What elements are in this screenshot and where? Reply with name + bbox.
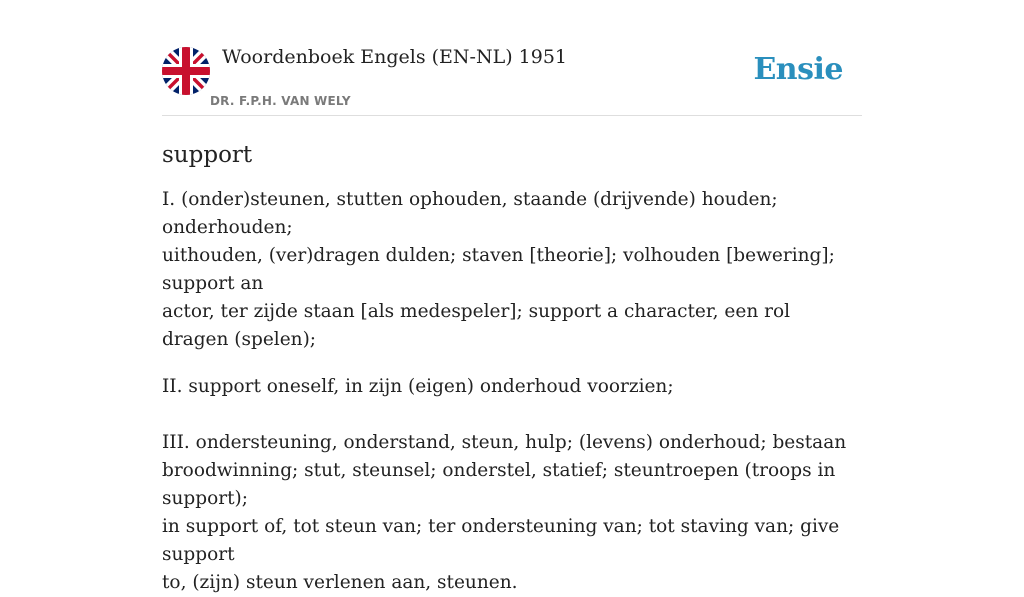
dictionary-card xyxy=(162,44,862,597)
definition-sense-1: I. (onder)steunen, stutten ophouden, staande (drijvende) houden; onderhouden; uithouden, (ver)dragen dulden; staven [theorie]; volhouden [bewering]; support an actor, ter zijde staan [als medespeler]; support a character, een rol dragen (spelen); xyxy=(162,189,835,350)
headword: support xyxy=(162,142,253,168)
definition-sense-3: III. ondersteuning, onderstand, steun, hulp; (levens) onderhoud; bestaan broodwinning; stut, steunsel; onderstel, statief; steuntroepen (troops in support); in support of, tot steun van; ter ondersteuning van; tot staving van; give support to, (zijn) steun verlenen aan, steunen. xyxy=(162,432,847,593)
dictionary-header xyxy=(162,44,862,116)
dictionary-title[interactable]: Woordenboek Engels (EN-NL) 1951 xyxy=(222,46,567,68)
ensie-logo[interactable]: Ensie xyxy=(753,52,843,87)
dictionary-author: DR. F.P.H. VAN WELY xyxy=(210,94,351,108)
definition-sense-2: II. support oneself, in zijn (eigen) onderhoud voorzien; xyxy=(162,376,674,397)
definition-list xyxy=(162,186,862,597)
uk-flag-icon xyxy=(162,47,210,95)
